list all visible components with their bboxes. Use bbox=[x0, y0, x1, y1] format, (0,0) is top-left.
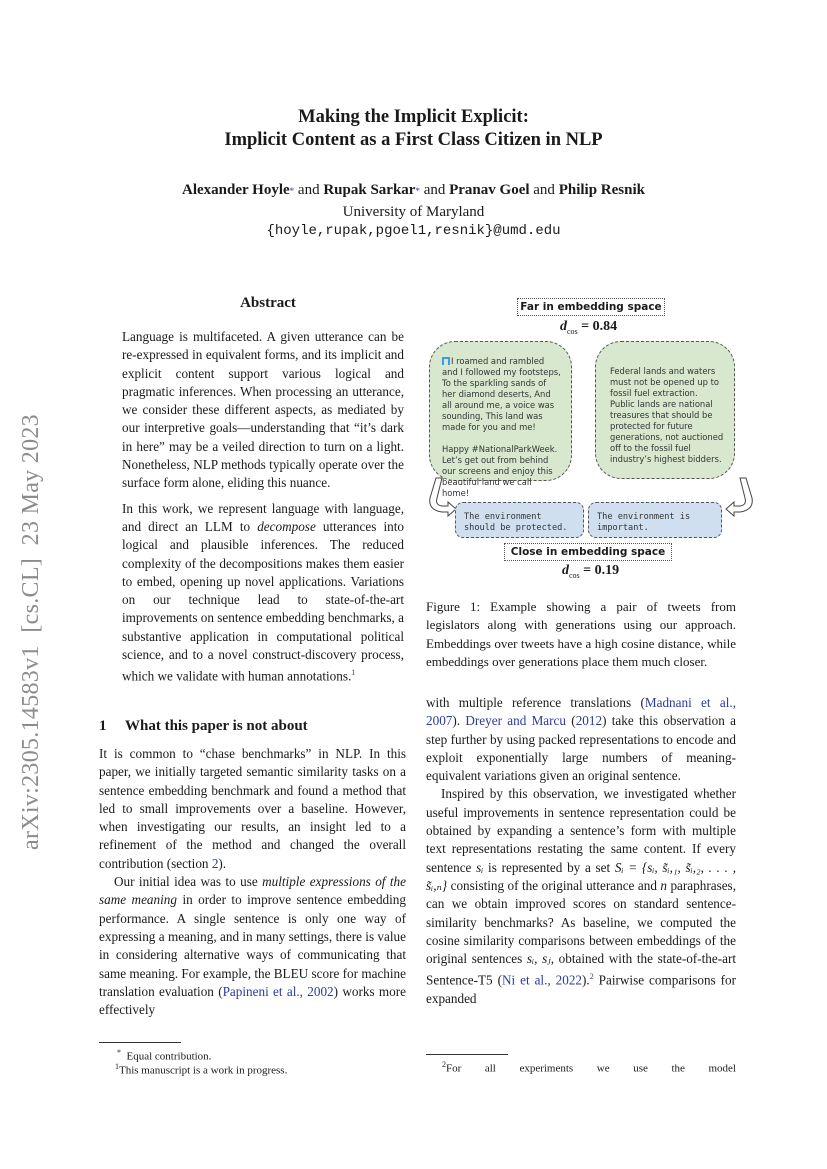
math-inline: sᵢ, sⱼ bbox=[526, 951, 551, 967]
right-paragraph-2 bbox=[426, 785, 736, 1008]
text-run: ). bbox=[582, 972, 590, 988]
footnote-mark: * bbox=[117, 1048, 121, 1057]
close-dcos-value: $d_{cos} = 0.19$ bbox=[562, 563, 620, 580]
footnote-1 bbox=[115, 1060, 287, 1078]
section-number: 1 bbox=[99, 718, 107, 734]
footnote-ref-1[interactable]: 1 bbox=[351, 668, 356, 678]
section-1-body bbox=[99, 745, 406, 1019]
right-column-body bbox=[426, 694, 736, 1008]
dcos-number: 0.84 bbox=[592, 319, 618, 334]
footnote-text: This manuscript is a work in progress. bbox=[119, 1064, 288, 1077]
math-inline: sᵢ bbox=[476, 859, 484, 875]
generation-right-box: The environment is important. bbox=[588, 502, 722, 538]
text-run: paraphrases, can we obtain improved scores on standard sentence-similarity benchmarks? As baseline, we computed the cosine similarity comparisons between embeddings of the original sentences bbox=[426, 877, 736, 967]
tweet-text: I roamed and rambled and I followed my footsteps, To the sparkling sands of her diamond deserts, And all around me, a voice was sounding, This land was made for you and me! bbox=[442, 356, 561, 432]
citation-link[interactable]: Madnani et al., 2007 bbox=[426, 695, 737, 729]
dcos-subscript: cos bbox=[567, 326, 578, 336]
title-line-2: Implicit Content as a First Class Citizen in NLP bbox=[224, 130, 603, 150]
text-run: In this work, we represent language with language, and direct an LLM to bbox=[122, 500, 404, 534]
tweet-left-bubble bbox=[429, 341, 572, 498]
tweet-right-bubble: Federal lands and waters must not be opened up to fossil fuel extraction. Public lands are national treasures that should be protected for future generations, not auctioned off to the fossil fuel industry’s highest bidders. bbox=[595, 341, 735, 479]
citation-link[interactable]: Ni et al., 2022 bbox=[501, 972, 583, 988]
abstract-paragraph-2 bbox=[122, 500, 404, 686]
footnote-mark: 2 bbox=[442, 1060, 446, 1069]
citation-link[interactable]: Dreyer and Marcu bbox=[465, 713, 566, 729]
footnote-rule bbox=[99, 1042, 181, 1043]
text-run: utterances into logical and plausible inferences. The reduced complexity of the decompositions makes them easier to embed, opening up novel applications. Variations on our technique lead to state-of-the-art improvements on sentence embedding benchmarks, a substantive application in computational political science, and to a novel construct-discovery process, which we validate with human annotations. bbox=[122, 518, 405, 684]
section-title: What this paper is not about bbox=[125, 718, 308, 734]
abstract-heading: Abstract bbox=[240, 295, 296, 311]
math-inline: n bbox=[660, 877, 667, 893]
affiliation: University of Maryland bbox=[342, 204, 485, 220]
footnote-rule-right bbox=[426, 1054, 508, 1055]
text-run: with multiple reference translations ( bbox=[426, 695, 645, 710]
abstract-body bbox=[122, 328, 404, 686]
text-run: Pairwise comparisons for expanded bbox=[426, 972, 737, 1007]
footnote-ref-2[interactable]: 2 bbox=[589, 972, 594, 982]
author-name: Rupak Sarkar bbox=[323, 182, 416, 198]
text-run: is represented by a set bbox=[483, 859, 615, 875]
emphasis: decompose bbox=[257, 518, 316, 534]
author-conjunction: and bbox=[297, 182, 320, 198]
text-run: ( bbox=[566, 713, 576, 729]
arxiv-category: [cs.CL] bbox=[18, 557, 44, 633]
citation-link[interactable]: Papineni et al., 2002 bbox=[222, 983, 334, 999]
tweet-left-para-1 bbox=[442, 356, 561, 433]
author-emails: {hoyle,rupak,pgoel1,resnik}@umd.edu bbox=[266, 223, 561, 239]
curved-arrow-right-icon bbox=[720, 476, 756, 520]
author-conjunction: and bbox=[423, 182, 446, 198]
dcos-symbol: d bbox=[560, 319, 567, 334]
citation-link[interactable]: 2012 bbox=[575, 713, 603, 729]
far-in-embedding-label: Far in embedding space bbox=[517, 298, 665, 316]
title-line-1: Making the Implicit Explicit: bbox=[298, 107, 529, 127]
text-run: ). bbox=[218, 855, 227, 871]
paper-title bbox=[0, 106, 827, 152]
footnote-text: For all experiments we use the model bbox=[446, 1062, 736, 1075]
text-run: ) take this observation a step further by using packed representations to encode and exploit exponentially large numbers of meaning-equivalent variations given an original sentence. bbox=[426, 713, 736, 784]
dcos-symbol: d bbox=[562, 563, 569, 578]
footnote-mark: 1 bbox=[115, 1062, 119, 1071]
generation-left-box: The environment should be protected. bbox=[455, 502, 584, 538]
arxiv-id: arXiv:2305.14583v1 bbox=[18, 645, 44, 850]
author-name: Philip Resnik bbox=[558, 182, 645, 198]
dcos-number: 0.19 bbox=[594, 563, 620, 578]
author-conjunction: and bbox=[533, 182, 555, 198]
author-name: Alexander Hoyle bbox=[182, 182, 290, 198]
text-run: consisting of the original utterance and bbox=[447, 877, 661, 893]
section-ref-link[interactable]: 2 bbox=[211, 855, 219, 871]
footnote-text: Equal contribution. bbox=[126, 1050, 212, 1063]
section-heading-1 bbox=[99, 718, 308, 735]
emphasis: multiple expressions of the same meaning bbox=[99, 874, 406, 908]
section-1-paragraph-2 bbox=[99, 873, 406, 1019]
text-run: Inspired by this observation, we investigated whether useful improvements in sentence representation could be obtained by expanding a sentence’s form with multiple text representations restating the same content. If every sentence bbox=[426, 786, 736, 875]
figure-1 bbox=[426, 296, 756, 586]
author-list bbox=[0, 181, 827, 200]
arxiv-date: 23 May 2023 bbox=[18, 414, 44, 546]
math-inline: Sᵢ = {sᵢ, s̃ᵢ,₁, s̃ᵢ,₂, . . . , s̃ᵢ,ₙ} bbox=[426, 859, 736, 893]
footnote-2 bbox=[442, 1058, 736, 1076]
text-run: Our initial idea was to use bbox=[114, 874, 263, 890]
abstract-paragraph-1: Language is multifaceted. A given utterance can be re-expressed in equivalent forms, and its implicit and explicit content support various logical and pragmatic inferences. When processing an utterance, we consider these different aspects, as mediated by our interpretive goals—understanding that “it’s dark in here” may be a veiled direction to turn on a light. Nonetheless, NLP methods typically operate over the surface form alone, eliding this nuance. bbox=[122, 329, 404, 491]
equal-contribution-mark[interactable]: * bbox=[415, 186, 420, 196]
text-run: in order to improve sentence embedding performance. A single sentence is only one way of expressing a meaning, and in many settings, there is value in considering alternative ways of communicating that same meaning. For example, the BLEU score for machine translation evaluation ( bbox=[99, 892, 406, 999]
music-note-icon bbox=[442, 357, 450, 365]
tweet-left-para-2: Happy #NationalParkWeek. Let’s get out from behind our screens and enjoy this beautiful land we call home! bbox=[442, 444, 558, 498]
far-dcos-value: $d_{cos} = 0.84$ bbox=[560, 319, 618, 336]
figure-1-caption: Figure 1: Example showing a pair of tweets from legislators along with generations using our approach. Embeddings over tweets have a high cosine distance, while embeddings over generations place them much closer. bbox=[426, 599, 736, 669]
dcos-subscript: cos bbox=[569, 570, 580, 580]
text-run: , obtained with the state-of-the-art Sentence-T5 ( bbox=[426, 951, 736, 988]
close-in-embedding-label: Close in embedding space bbox=[504, 543, 672, 561]
text-run: ). bbox=[452, 713, 466, 729]
arxiv-sidebar-stamp bbox=[18, 350, 45, 850]
right-paragraph-1 bbox=[426, 694, 736, 785]
author-name: Pranav Goel bbox=[449, 182, 530, 198]
text-run: ) works more effectively bbox=[99, 983, 406, 1018]
equal-contribution-mark[interactable]: * bbox=[289, 186, 295, 196]
text-run: It is common to “chase benchmarks” in NLP. In this paper, we initially targeted semantic similarity tasks on a sentence embedding benchmark and found a method that led to small improvements over a baseline. However, when investigating our results, an insight led to a refinement of the method and changed the overall contribution (section bbox=[99, 746, 406, 871]
section-1-paragraph-1 bbox=[99, 745, 406, 873]
